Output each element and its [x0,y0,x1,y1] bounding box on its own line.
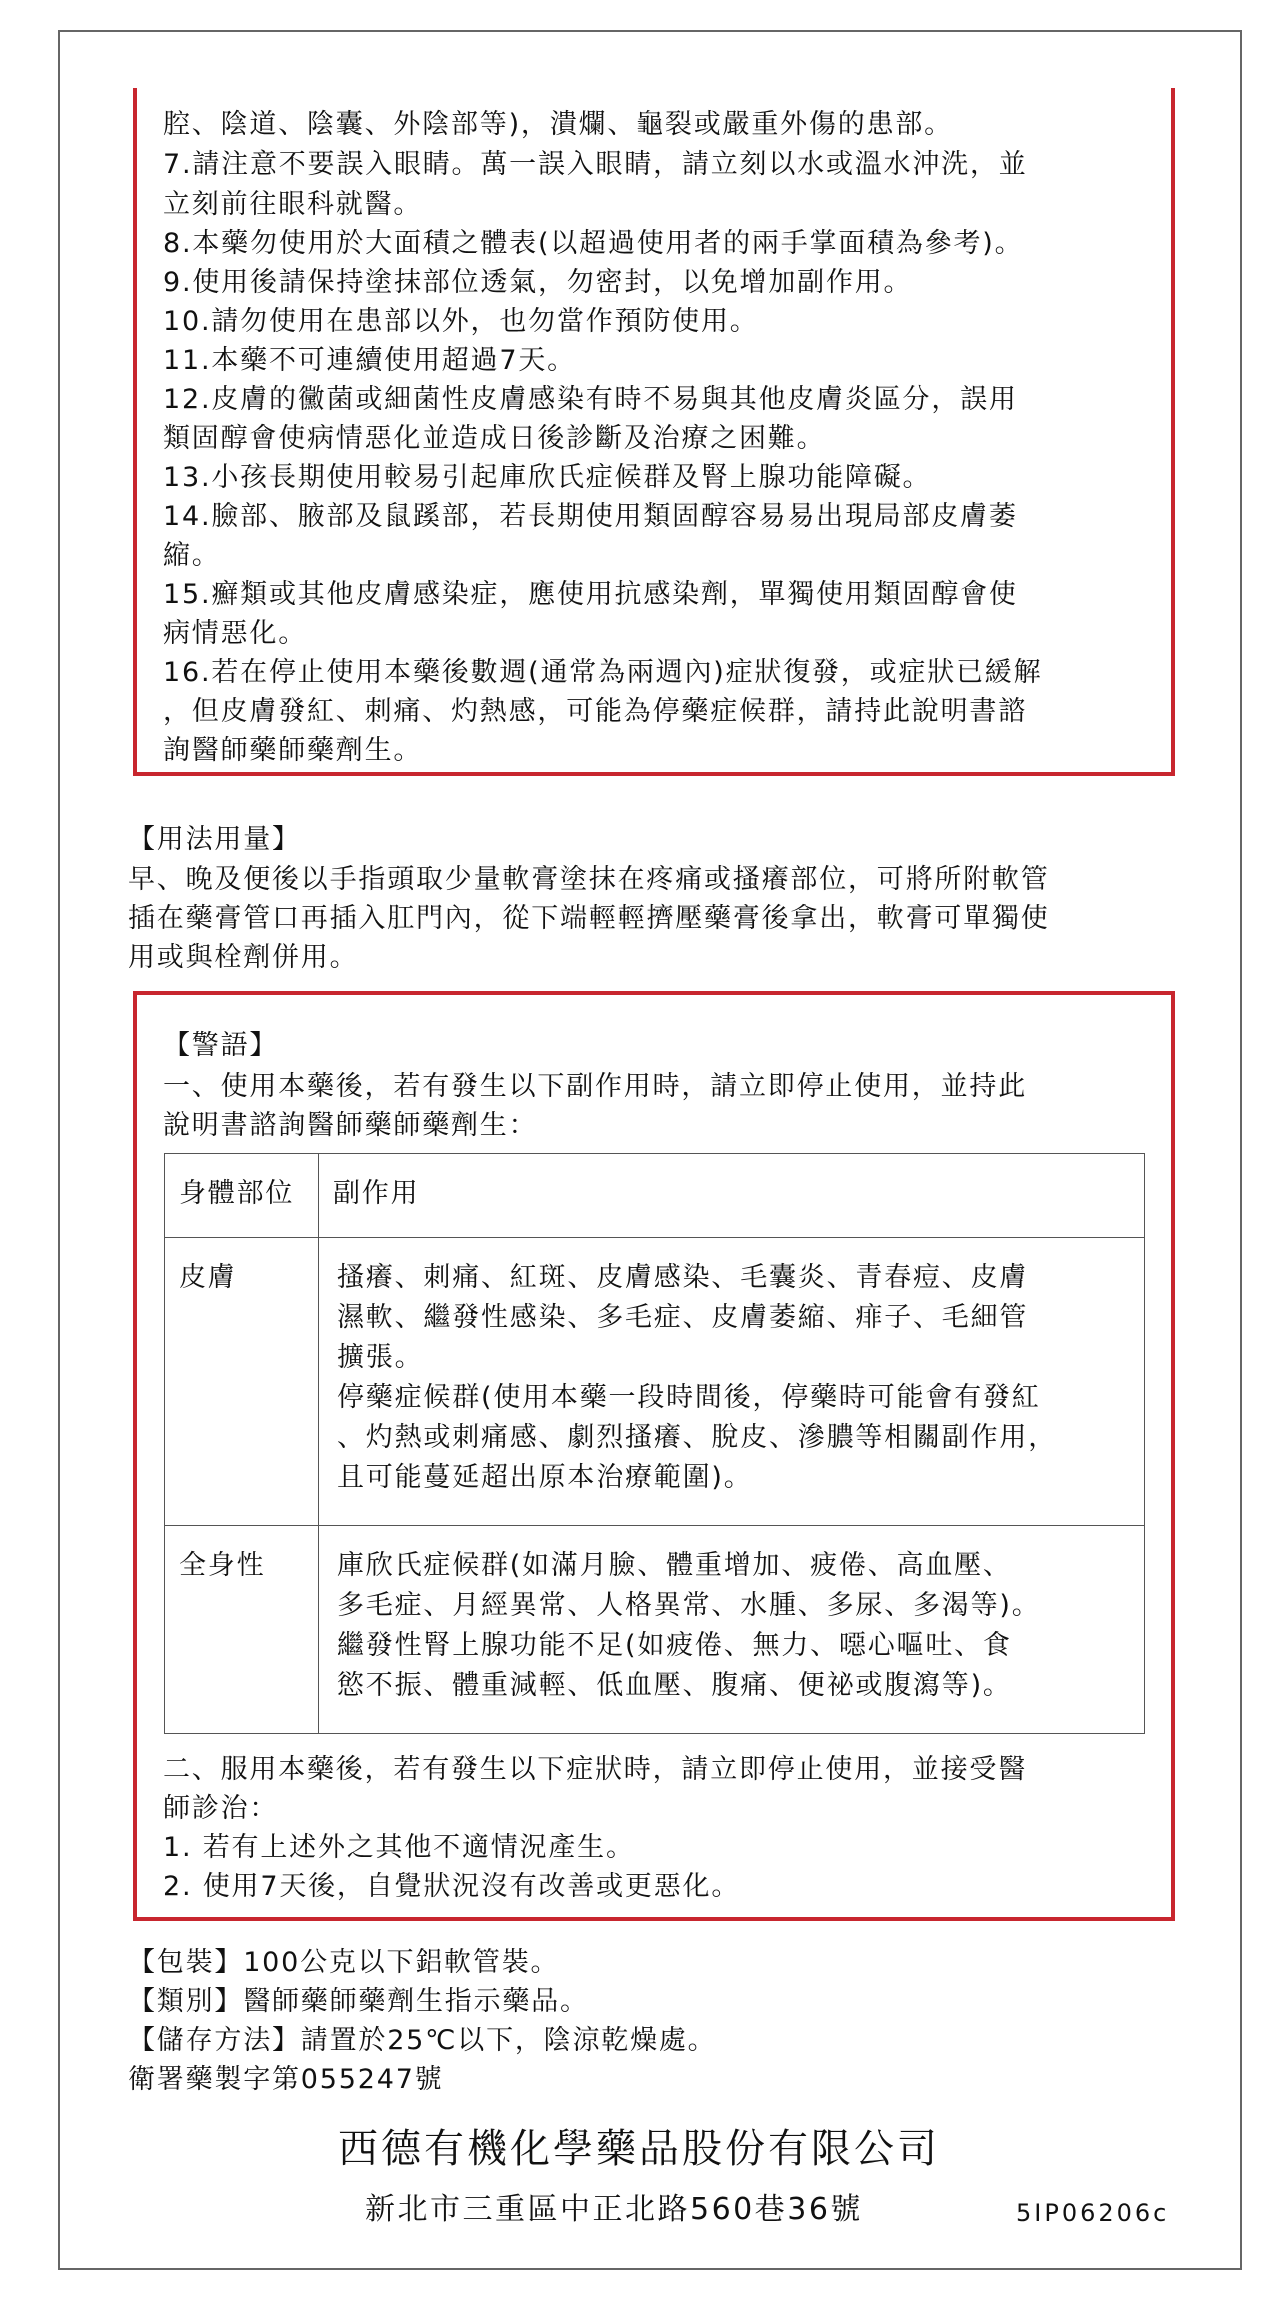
table-header-cell: 副作用 [319,1154,1145,1238]
precaution-line: 7.請注意不要誤入眼睛。萬一誤入眼睛，請立刻以水或溫水沖洗，並 [163,149,1028,180]
body-part-cell: 全身性 [165,1526,319,1734]
warning-outro-line: 2. 使用7天後，自覺狀況沒有改善或更惡化。 [163,1871,741,1902]
package-info: 【包裝】100公克以下鋁軟管裝。 [128,1947,560,1978]
side-effect-cell: 搔癢、刺痛、紅斑、皮膚感染、毛囊炎、青春痘、皮膚 濕軟、繼發性感染、多毛症、皮膚萎縮、痱子、毛細管 擴張。 停藥症候群(使用本藥一段時間後，停藥時可能會有發紅 、灼熱或刺痛感、劇烈搔癢、脫皮、滲膿等相關副作用， 且可能蔓延超出原本治療範圍)。 [319,1238,1145,1526]
storage-info: 【儲存方法】請置於25℃以下，陰涼乾燥處。 [128,2025,717,2056]
warning-intro-line: 一、使用本藥後，若有發生以下副作用時，請立即停止使用，並持此 [163,1071,1027,1102]
precaution-line: 14.臉部、腋部及鼠蹊部，若長期使用類固醇容易易出現局部皮膚萎 [163,501,1018,532]
precaution-line: 腔、陰道、陰囊、外陰部等)，潰爛、龜裂或嚴重外傷的患部。 [163,109,953,140]
precaution-line: 15.癬類或其他皮膚感染症，應使用抗感染劑，單獨使用類固醇會使 [163,579,1018,610]
precaution-line: ，但皮膚發紅、刺痛、灼熱感，可能為停藥症候群，請持此說明書諮 [163,696,1027,727]
table-header-cell: 身體部位 [165,1154,319,1238]
side-effects-table [164,1153,1145,1734]
precaution-line: 11.本藥不可連續使用超過7天。 [163,345,576,376]
warning-intro-line: 說明書諮詢醫師藥師藥劑生： [163,1110,538,1141]
warning-outro-line: 1. 若有上述外之其他不適情況產生。 [163,1832,635,1863]
precaution-line: 類固醇會使病情惡化並造成日後診斷及治療之困難。 [163,423,826,454]
usage-line: 早、晚及便後以手指頭取少量軟膏塗抹在疼痛或搔癢部位，可將所附軟管 [128,864,1050,895]
precaution-line: 8.本藥勿使用於大面積之體表(以超過使用者的兩手掌面積為參考)。 [163,228,1024,259]
warning-heading: 【警語】 [163,1030,279,1061]
precaution-line: 縮。 [163,540,221,571]
license-number: 衛署藥製字第055247號 [128,2064,444,2095]
table-row [165,1526,1145,1734]
precaution-line: 病情惡化。 [163,618,307,649]
precaution-line: 詢醫師藥師藥劑生。 [163,735,423,766]
category-info: 【類別】醫師藥師藥劑生指示藥品。 [128,1986,589,2017]
warning-outro-line: 二、服用本藥後，若有發生以下症狀時，請立即停止使用，並接受醫 [163,1754,1027,1785]
side-effect-cell: 庫欣氏症候群(如滿月臉、體重增加、疲倦、高血壓、 多毛症、月經異常、人格異常、水腫、多尿、多渴等)。 繼發性腎上腺功能不足(如疲倦、無力、噁心嘔吐、食 慾不振、體重減輕、低血壓、腹痛、便祕或腹瀉等)。 [319,1526,1145,1734]
precaution-line: 9.使用後請保持塗抹部位透氣，勿密封，以免增加副作用。 [163,267,913,298]
usage-heading: 【用法用量】 [128,824,301,855]
usage-line: 插在藥膏管口再插入肛門內，從下端輕輕擠壓藥膏後拿出，軟膏可單獨使 [128,903,1050,934]
precaution-line: 立刻前往眼科就醫。 [163,189,423,220]
usage-line: 用或與栓劑併用。 [128,942,359,973]
table-header-row [165,1154,1145,1238]
company-address: 新北市三重區中正北路560巷36號 [365,2192,863,2227]
precaution-line: 10.請勿使用在患部以外，也勿當作預防使用。 [163,306,759,337]
precaution-line: 13.小孩長期使用較易引起庫欣氏症候群及腎上腺功能障礙。 [163,462,932,493]
precaution-line: 12.皮膚的黴菌或細菌性皮膚感染有時不易與其他皮膚炎區分，誤用 [163,384,1018,415]
company-name: 西德有機化學藥品股份有限公司 [338,2126,940,2172]
warning-outro-line: 師診治： [163,1793,279,1824]
precaution-line: 16.若在停止使用本藥後數週(通常為兩週內)症狀復發，或症狀已緩解 [163,657,1043,688]
table-row [165,1238,1145,1526]
body-part-cell: 皮膚 [165,1238,319,1526]
document-code: 5IP06206c [1016,2199,1170,2227]
